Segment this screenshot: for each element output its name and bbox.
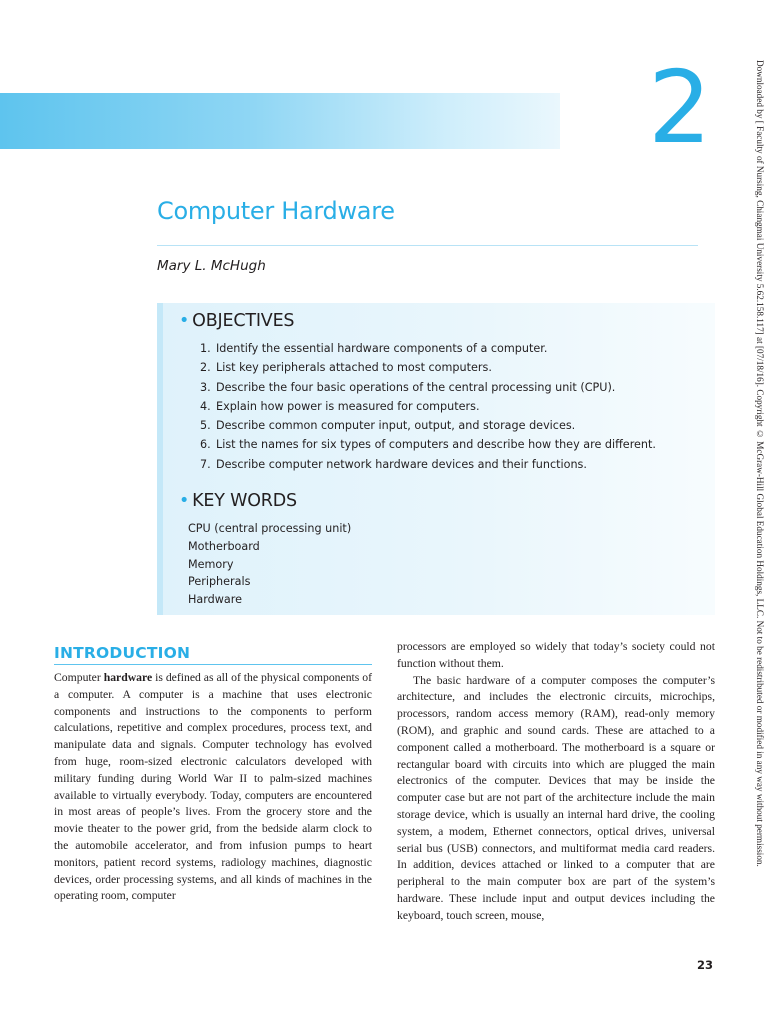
objective-item: 6. List the names for six types of computers and describe how they are different. — [200, 438, 656, 452]
author-name: Mary L. McHugh — [157, 258, 266, 274]
key-word-item: Peripherals — [188, 575, 251, 589]
bullet-icon: • — [179, 311, 190, 331]
body-column-right — [397, 639, 715, 925]
page-number: 23 — [697, 958, 714, 972]
objective-item: 3. Describe the four basic operations of the central processing unit (CPU). — [200, 380, 616, 394]
glossary-term: hardware — [103, 671, 153, 684]
key-word-item: Hardware — [188, 593, 243, 607]
body-column-left — [54, 670, 372, 905]
body-paragraph: Computer hardware is defined as all of the physical components of a computer. A computer is a machine that uses electronic components and instructions to the components to perform calculations, repetitive and complex procedures, process text, and manipulate data and signals. Computer technology has evolved from huge, room-sized electronic calculators developed with military funding during World War II to palm-sized machines available to virtually everybody. Today, computers are encountered in most areas of people’s lives. From the grocery store and the movie theater to the power grid, from the bedside alarm clock to the automobile accelerator, and from infusion pumps to heart monitors, patient record systems, radiology machines, diagnostic devices, order processing systems, and all kinds of machines in the operating room, computer — [54, 671, 373, 903]
key-words-list — [188, 520, 351, 609]
bullet-icon: • — [179, 491, 190, 511]
body-paragraph: The basic hardware of a computer composes the computer’s architecture, and includes the electronic circuits, microchips, processors, random access memory (RAM), read-only memory (ROM), and graphic and sound cards. These are attached to a component called a motherboard. The motherboard is a square or rectangular board with circuits into which are plugged the main electronics of the computer. Devices that may be inside the computer case but are not part of the architecture include the main storage device, which is usually an internal hard drive, the cooling system, a modem, Ethernet connectors, optical drives, universal serial bus (USB) connectors, and multiformat media card readers. In addition, devices attached or linked to a computer that are peripheral to the main computer box are part of the system’s hardware. These include input and output devices including the keyboard, touch screen, mouse, — [397, 673, 715, 922]
chapter-header-band — [0, 93, 560, 149]
copyright-notice: Downloaded by [ Faculty of Nursing, Chiangmai University 5.62.158.117] at [07/18/16]. Copyright © McGraw-Hill Global Education Holdings, LLC. Not to be redistributed or modified in any way without permission. — [755, 60, 765, 867]
objectives-keywords-box — [157, 303, 715, 615]
objective-item: 5. Describe common computer input, output, and storage devices. — [200, 419, 576, 433]
introduction-heading: INTRODUCTION — [54, 644, 191, 662]
objectives-list — [200, 339, 656, 474]
objective-item: 7. Describe computer network hardware devices and their functions. — [200, 457, 587, 471]
objective-item: 4. Explain how power is measured for computers. — [200, 399, 480, 413]
key-word-item: Memory — [188, 557, 234, 571]
body-paragraph: processors are employed so widely that today’s society could not function without them. — [397, 640, 715, 670]
title-divider — [157, 245, 698, 246]
introduction-divider — [54, 664, 372, 665]
chapter-number: 2 — [648, 49, 710, 166]
key-word-item: CPU (central processing unit) — [188, 522, 352, 535]
chapter-title: Computer Hardware — [157, 197, 395, 225]
objectives-heading: • OBJECTIVES — [179, 311, 295, 331]
key-word-item: Motherboard — [188, 539, 260, 553]
objective-item: 2. List key peripherals attached to most computers. — [200, 361, 492, 375]
key-words-heading: • KEY WORDS — [179, 491, 297, 511]
objective-item: 1. Identify the essential hardware components of a computer. — [200, 342, 548, 355]
